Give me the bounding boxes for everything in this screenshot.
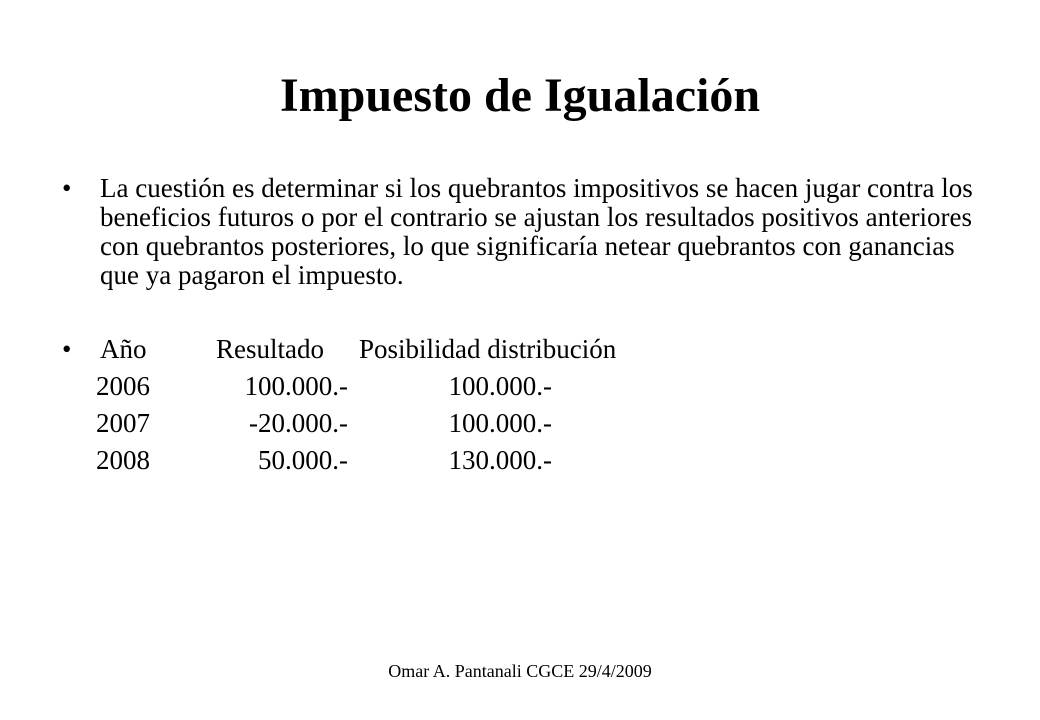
bullet-paragraph [62, 174, 992, 324]
cell-year: 2006 [96, 371, 150, 401]
slide-title: Impuesto de Igualación [279, 69, 761, 122]
cell-distribution: 100.000.- [448, 371, 552, 401]
cell-result: 50.000.- [258, 445, 348, 475]
cell-result: -20.000.- [249, 408, 348, 438]
header-year: Año [100, 334, 147, 364]
cell-result: 100.000.- [244, 371, 348, 401]
header-result: Resultado [216, 334, 324, 364]
header-distribution: Posibilidad distribución [359, 334, 617, 364]
cell-distribution: 100.000.- [448, 408, 552, 438]
cell-year: 2007 [96, 408, 150, 438]
table-row [0, 409, 1040, 443]
slide-footer: Omar A. Pantanali CGCE 29/4/2009 [388, 661, 652, 681]
cell-year: 2008 [96, 445, 150, 475]
bullet-dot-icon: • [62, 173, 72, 203]
bullet-dot-icon: • [62, 334, 72, 364]
table-row [0, 446, 1040, 480]
table-row [0, 372, 1040, 406]
bullet-text: La cuestión es determinar si los quebrantos impositivos se hacen jugar contra los beneficios futuros o por el contrario se ajustan los resultados positivos anteriores con quebrantos posteriores, lo que significaría netear quebrantos con ganancias que ya pagaron el impuesto. [100, 173, 973, 290]
cell-distribution: 130.000.- [448, 445, 552, 475]
bullet-table-header [62, 335, 992, 369]
